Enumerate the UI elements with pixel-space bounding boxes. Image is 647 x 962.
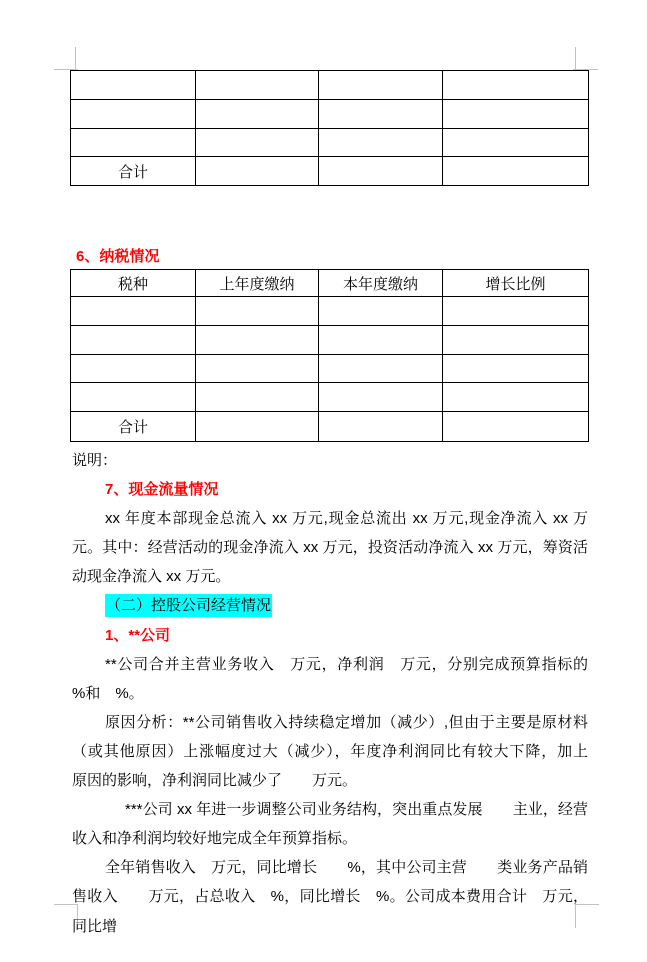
table-row — [71, 354, 589, 383]
table-total-row — [71, 412, 589, 442]
table-row — [71, 297, 589, 326]
empty-cell[interactable] — [196, 128, 319, 157]
empty-cell[interactable] — [71, 383, 196, 412]
table-row — [71, 325, 589, 354]
col-header-last-year: 上年度缴纳 — [196, 270, 319, 297]
empty-cell[interactable] — [71, 128, 196, 157]
empty-cell[interactable] — [196, 297, 319, 326]
empty-cell[interactable] — [71, 325, 196, 354]
section7-heading: 7、现金流量情况 — [105, 481, 219, 499]
sub1-paragraph-2: 原因分析：**公司销售收入持续稳定增加（减少）,但由于主要是原材料（或其他原因）上涨幅度过大（减少），年度净利润同比有较大下降，加上 原因的影响，净利润同比减少了 万元。 — [72, 713, 619, 790]
empty-cell[interactable] — [319, 157, 443, 186]
empty-cell[interactable] — [319, 354, 443, 383]
table-total-row — [71, 157, 589, 186]
empty-cell[interactable] — [319, 297, 443, 326]
empty-cell[interactable] — [443, 297, 589, 326]
sub1-heading: 1、**公司 — [105, 626, 171, 644]
empty-cell[interactable] — [319, 412, 443, 442]
empty-cell[interactable] — [319, 71, 443, 100]
tax-table — [70, 269, 589, 442]
empty-cell[interactable] — [443, 71, 589, 100]
section7-paragraph: xx 年度本部现金总流入 xx 万元,现金总流出 xx 万元,现金净流入 xx 万元。其中：经营活动的现金净流入 xx 万元，投资活动净流入 xx 万元，筹资活动现金净流入 xx 万元。 — [72, 510, 588, 586]
col-header-tax-type: 税种 — [71, 270, 196, 297]
sub1-paragraph-3: ***公司 xx 年进一步调整公司业务结构，突出重点发展 主业，经营收入和净利润均较好地完成全年预算指标。 — [72, 801, 588, 848]
tax-table-header-row — [71, 270, 589, 297]
top-continued-table — [70, 70, 589, 186]
empty-cell[interactable] — [319, 99, 443, 128]
note-label: 说明： — [72, 452, 118, 469]
empty-cell[interactable] — [443, 412, 589, 442]
body-text — [72, 446, 619, 941]
empty-cell[interactable] — [319, 325, 443, 354]
col-header-growth: 增长比例 — [443, 270, 589, 297]
sub1-paragraph-1: **公司合并主营业务收入 万元，净利润 万元，分别完成预算指标的 %和 %。 — [72, 655, 604, 702]
empty-cell[interactable] — [319, 383, 443, 412]
empty-cell[interactable] — [196, 383, 319, 412]
empty-cell[interactable] — [443, 383, 589, 412]
empty-cell[interactable] — [196, 157, 319, 186]
empty-cell[interactable] — [196, 412, 319, 442]
empty-cell[interactable] — [443, 157, 589, 186]
empty-cell[interactable] — [71, 354, 196, 383]
total-label-cell: 合计 — [71, 412, 196, 442]
table-row — [71, 383, 589, 412]
empty-cell[interactable] — [196, 99, 319, 128]
empty-cell[interactable] — [443, 128, 589, 157]
col-header-this-year: 本年度缴纳 — [319, 270, 443, 297]
empty-cell[interactable] — [196, 354, 319, 383]
empty-cell[interactable] — [443, 354, 589, 383]
empty-cell[interactable] — [443, 325, 589, 354]
empty-cell[interactable] — [319, 128, 443, 157]
total-label-cell: 合计 — [71, 157, 196, 186]
section-b-heading-line — [72, 591, 588, 620]
table-row — [71, 128, 589, 157]
empty-cell[interactable] — [196, 71, 319, 100]
table-row — [71, 99, 589, 128]
empty-cell[interactable] — [71, 99, 196, 128]
table-row — [71, 71, 589, 100]
empty-cell[interactable] — [196, 325, 319, 354]
section-b-heading-highlight: （二）控股公司经营情况 — [105, 594, 272, 617]
crop-mark-top-right-v — [575, 47, 576, 70]
sub1-paragraph-4: 全年销售收入 万元，同比增长 %，其中公司主营 类业务产品销售收入 万元，占总收入 %，同比增长 %。公司成本费用合计 万元，同比增 — [72, 859, 588, 935]
section6-heading: 6、纳税情况 — [76, 248, 160, 265]
crop-mark-top-left-v — [75, 47, 76, 70]
empty-cell[interactable] — [443, 99, 589, 128]
empty-cell[interactable] — [71, 297, 196, 326]
empty-cell[interactable] — [71, 71, 196, 100]
